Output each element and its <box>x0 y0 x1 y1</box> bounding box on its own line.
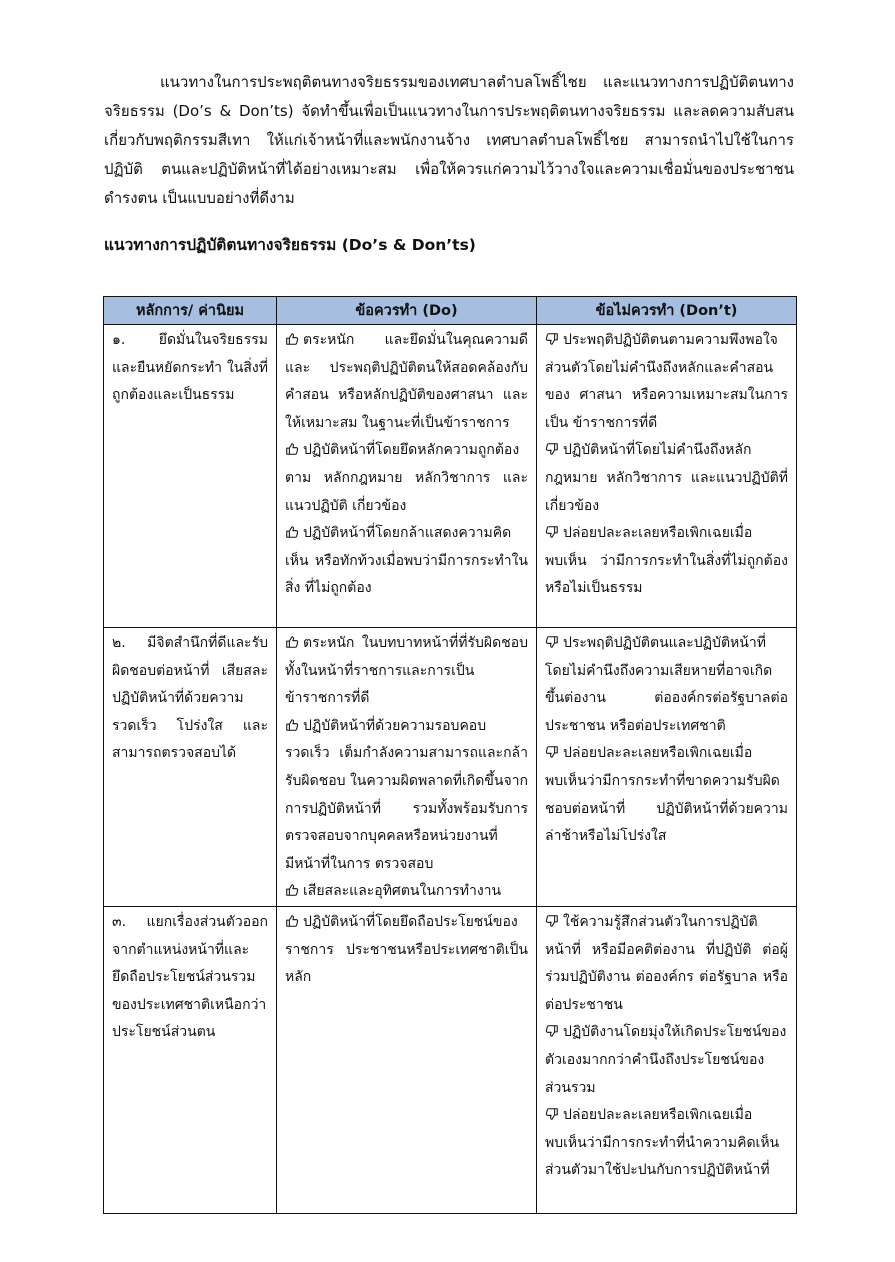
do-cell <box>277 906 537 1213</box>
header-dont: ข้อไม่ควรทำ (Don’t) <box>537 297 797 325</box>
thumbs-up-icon <box>285 525 299 539</box>
do-item <box>285 630 528 713</box>
do-text: ปฏิบัติหน้าที่โดยยึดหลักความถูกต้องตาม หลักกฎหมาย หลักวิชาการ และแนวปฏิบัติ เกี่ยวข้อง <box>285 442 528 514</box>
do-item <box>285 713 528 879</box>
do-text: ปฏิบัติหน้าที่โดยยึดถือประโยชน์ของราชการ ประชาชนหรือประเทศชาติเป็นหลัก <box>285 913 528 986</box>
dont-cell <box>537 628 797 907</box>
header-do: ข้อควรทำ (Do) <box>277 297 537 325</box>
thumbs-down-icon <box>545 1107 559 1121</box>
do-item <box>285 878 528 906</box>
section-title: แนวทางการปฏิบัติตนทางจริยธรรม (Do’s & Don’ts) <box>104 236 476 254</box>
principle-cell <box>104 906 277 1213</box>
dont-text: ประพฤติปฏิบัติตนตามความพึงพอใจ ส่วนตัวโดยไม่คำนึงถึงหลักและคำสอนของ ศาสนา หรือความเหมาะสมในการเป็น ข้าราชการที่ดี <box>545 332 788 431</box>
dont-text: ปล่อยปละละเลยหรือเพิกเฉยเมื่อพบเห็น ว่ามีการกระทำในสิ่งที่ไม่ถูกต้อง หรือไม่เป็นธรรม <box>545 525 788 597</box>
dont-cell <box>537 906 797 1213</box>
dont-item <box>545 1019 788 1102</box>
table-header-row <box>104 297 797 325</box>
dont-item <box>545 630 788 740</box>
thumbs-up-icon <box>285 883 299 897</box>
dont-cell <box>537 325 797 628</box>
principle-text: ๒. มีจิตสำนึกที่ดีและรับผิดชอบต่อหน้าที่ เสียสละ ปฏิบัติหน้าที่ด้วยความรวดเร็ว โปร่งใส และสามารถตรวจสอบได้ <box>112 635 268 762</box>
thumbs-down-icon <box>545 332 559 346</box>
do-item <box>285 327 528 437</box>
intro-text: แนวทางในการประพฤติตนทางจริยธรรมของเทศบาลตำบลโพธิ์ไชย และแนวทางการปฏิบัติตนทาง จริยธรรม (Do’s & Don’ts) จัดทำขึ้นเพื่อเป็นแนวทางในการประพฤติตนทางจริยธรรม และลดความสับสน เกี่ยวกับพฤติกรรมสีเทา ให้แก่เจ้าหน้าที่และพนักงานจ้าง เทศบาลตำบลโพธิ์ไชย สามารถนำไปใช้ในการปฏิบัติ ตนและปฏิบัติหน้าที่ได้อย่างเหมาะสม เพื่อให้ควรแก่ความไว้วางใจและความเชื่อมั่นของประชาชน ดำรงตน เป็นแบบอย่างที่ดีงาม <box>104 73 794 207</box>
dont-item <box>545 1102 788 1185</box>
thumbs-up-icon <box>285 635 299 649</box>
thumbs-down-icon <box>545 442 559 456</box>
do-item <box>285 909 528 992</box>
do-item <box>285 520 528 603</box>
thumbs-up-icon <box>285 718 299 732</box>
principle-cell <box>104 628 277 907</box>
intro-paragraph <box>104 68 794 213</box>
header-principle: หลักการ/ ค่านิยม <box>104 297 277 325</box>
dont-text: ปฏิบัติงานโดยมุ่งให้เกิดประโยชน์ของตัวเองมากกว่าคำนึงถึงประโยชน์ของส่วนรวม <box>545 1024 787 1096</box>
do-text: ปฏิบัติหน้าที่โดยกล้าแสดงความคิดเห็น หรือทักท้วงเมื่อพบว่ามีการกระทำในสิ่ง ที่ไม่ถูกต้อง <box>285 525 528 597</box>
thumbs-down-icon <box>545 745 559 759</box>
thumbs-up-icon <box>285 332 299 346</box>
do-cell <box>277 628 537 907</box>
do-cell <box>277 325 537 628</box>
do-text: ปฏิบัติหน้าที่ด้วยความรอบคอบรวดเร็ว เต็มกำลังความสามารถและกล้ารับผิดชอบ ในความผิดพลาดที่เกิดขึ้นจากการปฏิบัติหน้าที่ รวมทั้งพร้อมรับการตรวจสอบจากบุคคลหรือหน่วยงานที่มีหน้าที่ในการ ตรวจสอบ <box>285 717 528 872</box>
do-text: ตระหนัก และยึดมั่นในคุณความดี และ ประพฤติปฏิบัติตนให้สอดคล้องกับคำสอน หรือหลักปฏิบัติของศาสนา และให้เหมาะสม ในฐานะที่เป็นข้าราชการ <box>285 332 528 431</box>
thumbs-up-icon <box>285 442 299 456</box>
dos-donts-table <box>103 296 797 1214</box>
dont-text: ใช้ความรู้สึกส่วนตัวในการปฏิบัติหน้าที่ หรือมีอคติต่องาน ที่ปฏิบัติ ต่อผู้ร่วมปฏิบัติงาน ต่อองค์กร ต่อรัฐบาล หรือต่อประชาชน <box>545 913 788 1013</box>
dont-item <box>545 520 788 603</box>
do-text: เสียสละและอุทิศตนในการทำงาน <box>303 883 502 900</box>
thumbs-down-icon <box>545 525 559 539</box>
do-item <box>285 437 528 520</box>
principle-cell <box>104 325 277 628</box>
dont-item <box>545 327 788 437</box>
thumbs-down-icon <box>545 1024 559 1038</box>
principle-text: ๑. ยึดมั่นในจริยธรรม และยืนหยัดกระทำ ในสิ่งที่ถูกต้องและเป็นธรรม <box>112 332 268 404</box>
principle-text: ๓. แยกเรื่องส่วนตัวออกจากตำแหน่งหน้าที่และยึดถือประโยชน์ส่วนรวมของประเทศชาติเหนือกว่าประโยชน์ส่วนตน <box>112 913 268 1041</box>
dont-text: ปล่อยปละละเลยหรือเพิกเฉยเมื่อพบเห็นว่ามีการกระทำที่ขาดความรับผิดชอบต่อหน้าที่ ปฏิบัติหน้าที่ด้วยความล่าช้าหรือไม่โปร่งใส <box>545 745 788 845</box>
table-row <box>104 628 797 907</box>
dont-item <box>545 909 788 1019</box>
dont-text: ปล่อยปละละเลยหรือเพิกเฉยเมื่อพบเห็นว่ามีการกระทำที่นำความคิดเห็นส่วนตัวมาใช้ปะปนกับการปฏิบัติหน้าที่ <box>545 1107 780 1179</box>
dont-item <box>545 437 788 520</box>
thumbs-up-icon <box>285 914 299 928</box>
thumbs-down-icon <box>545 914 559 928</box>
dont-item <box>545 740 788 850</box>
dont-text: ประพฤติปฏิบัติตนและปฏิบัติหน้าที่โดยไม่คำนึงถึงความเสียหายที่อาจเกิดขึ้นต่องาน ต่อองค์กรต่อรัฐบาลต่อประชาชน หรือต่อประเทศชาติ <box>545 635 788 734</box>
do-text: ตระหนัก ในบทบาทหน้าที่ที่รับผิดชอบ ทั้งในหน้าที่ราชการและการเป็นข้าราชการที่ดี <box>285 635 528 707</box>
table-row <box>104 325 797 628</box>
table-row <box>104 906 797 1213</box>
dont-text: ปฏิบัติหน้าที่โดยไม่คำนึงถึงหลักกฎหมาย หลักวิชาการ และแนวปฏิบัติที่เกี่ยวข้อง <box>545 442 788 514</box>
thumbs-down-icon <box>545 635 559 649</box>
